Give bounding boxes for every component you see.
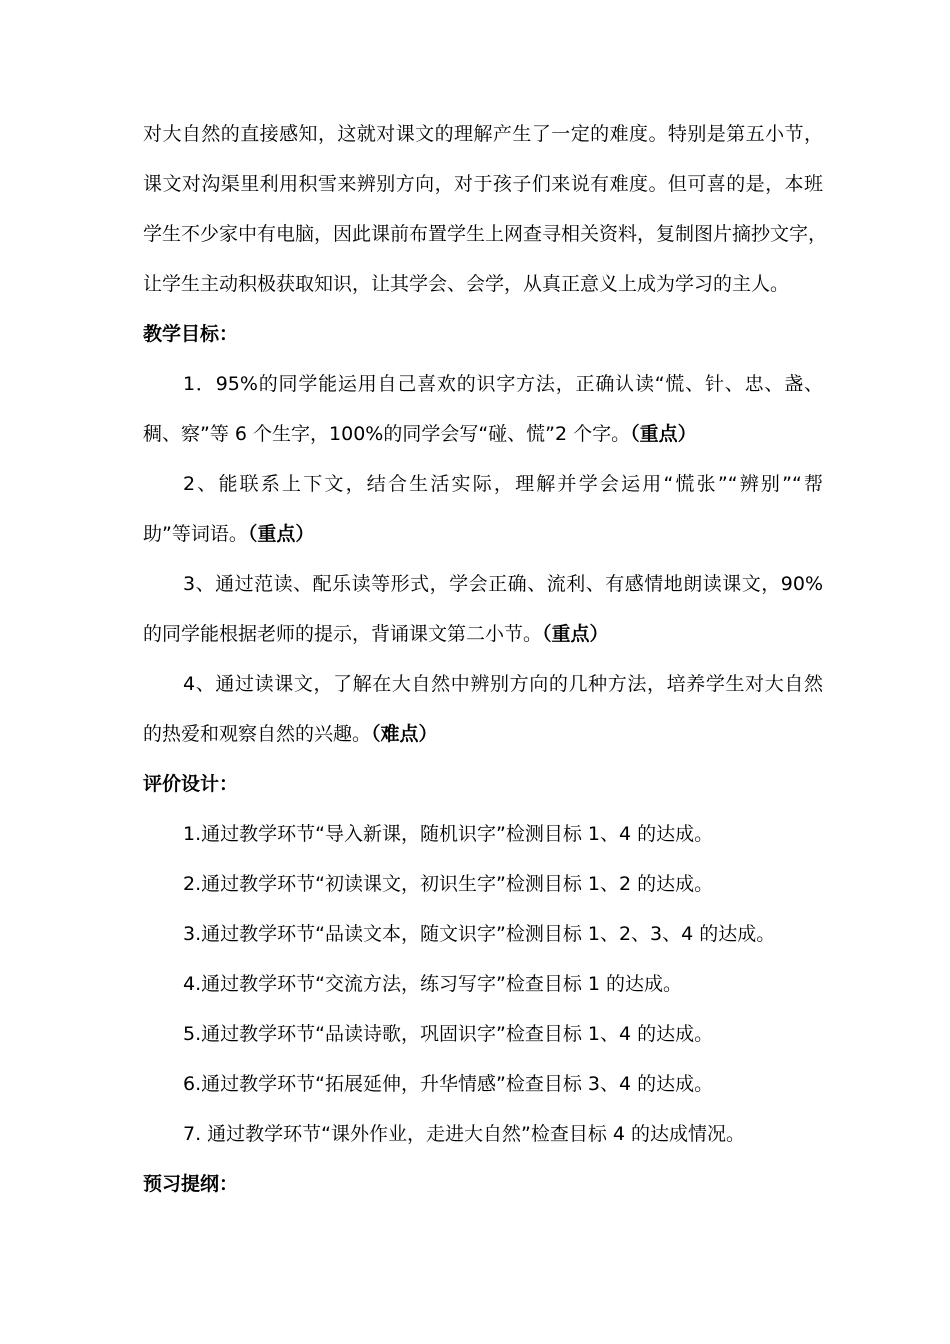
objective-4-tag: （难点） xyxy=(371,723,438,745)
evaluation-item-4: 4.通过教学环节“交流方法，练习写字”检查目标 1 的达成。 xyxy=(183,973,682,995)
evaluation-item-3: 3.通过教学环节“品读文本，随文识字”检测目标 1、2、3、4 的达成。 xyxy=(183,923,776,945)
intro-line-1: 对大自然的直接感知，这就对课文的理解产生了一定的难度。特别是第五小节， xyxy=(143,123,823,145)
objective-1-line-1: 1．95%的同学能运用自己喜欢的识字方法，正确认读“慌、针、忠、盏、 xyxy=(183,373,823,395)
objective-4-line-1: 4、通过读课文，了解在大自然中辨别方向的几种方法，培养学生对大自然 xyxy=(183,673,823,695)
objective-2-text: 助”等词语。 xyxy=(143,523,248,545)
objective-3-line-2 xyxy=(143,622,823,646)
objectives-heading: 教学目标： xyxy=(143,323,239,345)
evaluation-item-6: 6.通过教学环节“拓展延伸，升华情感”检查目标 3、4 的达成。 xyxy=(183,1073,714,1095)
intro-line-2: 课文对沟渠里利用积雪来辨别方向，对于孩子们来说有难度。但可喜的是，本班 xyxy=(143,173,823,195)
objective-2-line-1: 2、能联系上下文，结合生活实际，理解并学会运用“慌张”“辨别”“帮 xyxy=(183,473,823,495)
objective-1-tag: （重点） xyxy=(630,423,697,445)
objective-3-line-1: 3、通过范读、配乐读等形式，学会正确、流利、有感情地朗读课文，90% xyxy=(183,573,823,595)
objective-2-line-2 xyxy=(143,522,823,546)
objective-3-tag: （重点） xyxy=(542,623,609,645)
objective-3-text: 的同学能根据老师的提示，背诵课文第二小节。 xyxy=(143,623,543,645)
preview-heading: 预习提纲： xyxy=(143,1173,239,1195)
evaluation-heading: 评价设计： xyxy=(143,773,239,795)
evaluation-item-7: 7. 通过教学环节“课外作业，走进大自然”检查目标 4 的达成情况。 xyxy=(183,1123,746,1145)
evaluation-item-5: 5.通过教学环节“品读诗歌，巩固识字”检查目标 1、4 的达成。 xyxy=(183,1023,714,1045)
objective-4-text: 的热爱和观察自然的兴趣。 xyxy=(143,723,372,745)
objective-1-line-2 xyxy=(143,422,823,446)
intro-line-3: 学生不少家中有电脑，因此课前布置学生上网查寻相关资料，复制图片摘抄文字， xyxy=(143,223,828,245)
objective-2-tag: （重点） xyxy=(247,523,315,545)
objective-1-text: 稠、察”等 6 个生字，100%的同学会写“碰、慌”2 个字。 xyxy=(143,423,631,445)
objective-4-line-2 xyxy=(143,722,823,746)
evaluation-item-2: 2.通过教学环节“初读课文，初识生字”检测目标 1、2 的达成。 xyxy=(183,873,714,895)
intro-line-4: 让学生主动积极获取知识，让其学会、会学，从真正意义上成为学习的主人。 xyxy=(143,273,790,295)
evaluation-item-1: 1.通过教学环节“导入新课，随机识字”检测目标 1、4 的达成。 xyxy=(183,823,714,845)
